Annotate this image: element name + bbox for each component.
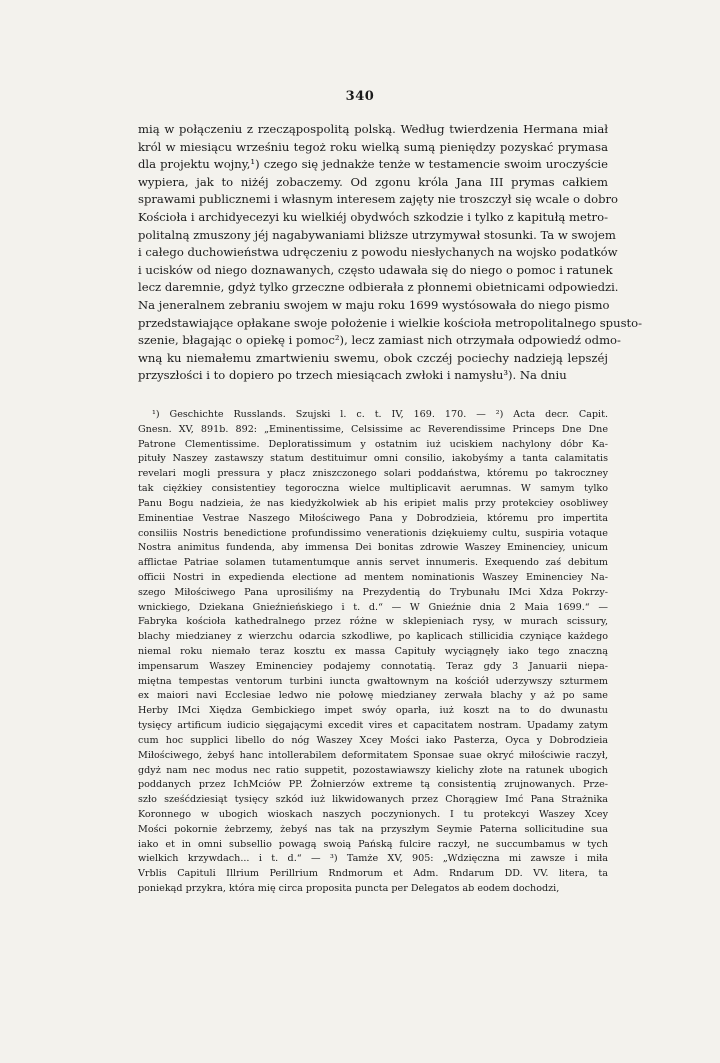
- footnote-line: consiliis Nostris benedictione profundissimo venerationis dziękuiemy cultu, suspiria votaque: [138, 527, 608, 539]
- footnote-line: Patrone Clementissime. Deploratissimum y ostatnim iuż uciskiem nachylony dóbr Ka-: [138, 438, 608, 450]
- text-line: wną ku niemałemu zmartwieniu swemu, obok czczéj pociechy nadzieją lepszéj: [138, 350, 608, 365]
- footnote-line: afflictae Patriae solamen tutamentumque annis servet innumeris. Exequendo zaś debitum: [138, 557, 608, 569]
- footnote-line: tak ciężkiey consistentiey tegoroczna wielce multiplicavit aerumnas. W samym tylko: [138, 483, 608, 495]
- footnote-line: revelari mogli pressura y płacz zniszczonego solari poddaństwa, któremu po takroczney: [138, 468, 608, 480]
- footnote-line: ¹) Geschichte Russlands. Szujski l. c. t. IV, 169. 170. — ²) Acta decr. Capit.: [152, 409, 608, 420]
- footnote-line: Koronnego w ubogich wioskach naszych poczynionych. I tu protekcyi Waszey Xcey: [138, 808, 608, 820]
- text-line: i ucisków od niego doznawanych, często udawała się do niego o pomoc i ratunek: [138, 262, 613, 277]
- footnote-line: impensarum Waszey Eminenciey podajemy connotatią. Teraz gdy 3 Januarii niepa-: [138, 660, 608, 672]
- footnote-line: wielkich krzywdach... i t. d.“ — ³) Tamże XV, 905: „Wdzięczna mi zawsze i miła: [138, 853, 608, 865]
- footnote-line: szego Miłościwego Pana uprosiliśmy na Prezydentią do Trybunału IMci Xdza Pokrzy-: [138, 586, 608, 598]
- text-line: Kościoła i archidyecezyi ku wielkiéj obydwóch szkodzie i tylko z kapitułą metro-: [138, 209, 608, 224]
- text-line: król w miesiącu wrześniu tegoż roku wielką sumą pieniędzy pozyskać prymasa: [138, 139, 608, 154]
- text-line: dla projektu wojny,¹) czego się jednakże tenże w testamencie swoim uroczyście: [138, 157, 608, 172]
- footnote-line: Panu Bogu nadzieia, że nas kiedyżkolwiek ab his eripiet malis przy protekciey osobliwey: [138, 497, 608, 509]
- text-line: przedstawiające opłakane swoje położenie i wielkie kościoła metropolitalnego spusto-: [138, 315, 643, 330]
- footnote-line: Nostra animitus fundenda, aby immensa Dei bonitas zdrowie Waszey Eminenciey, unicum: [138, 542, 608, 554]
- footnote-line: Eminentiae Vestrae Naszego Miłościwego Pana y Dobrodzieia, któremu pro impertita: [138, 512, 608, 524]
- footnote-line: wnickiego, Dziekana Gnieźnieńskiego i t. d.“ — W Gnieźnie dnia 2 Maia 1699.“ —: [138, 601, 608, 613]
- footnote-line: pituły Naszey zastawszy statum destituimur omni consilio, iakobyśmy a tanta calamitatis: [138, 453, 608, 465]
- footnote-line: Miłościwego, żebyś hanc intollerabilem deformitatem Sponsae suae okryć miłościwie raczył,: [138, 749, 608, 761]
- footnote-line: ex maiori navi Ecclesiae ledwo nie połowę miedzianey zerwała blachy y aż po same: [138, 690, 608, 702]
- text-line: sprawami publicznemi i własnym interesem zajęty nie troszczył się wcale o dobro: [138, 192, 619, 207]
- footnote-line: cum hoc supplici libello do nóg Waszey Xcey Mości iako Pasterza, Oyca y Dobrodzieia: [138, 734, 608, 746]
- footnote-line: officii Nostri in expedienda electione ad mentem nominationis Waszey Eminenciey Na-: [138, 571, 608, 583]
- footnote-line: gdyż nam nec modus nec ratio suppetit, pozostawiawszy kielichy złote na ratunek ubogich: [138, 764, 608, 776]
- page-number: 340: [345, 89, 375, 104]
- footnotes: [138, 408, 608, 897]
- text-line: Na jeneralnem zebraniu swojem w maju roku 1699 wystósowała do niego pismo: [138, 297, 610, 312]
- text-line: szenie, błagając o opiekę i pomoc²), lecz zamiast nich otrzymała odpowiedź odmo-: [138, 333, 621, 348]
- footnote-line: niemal roku niemało teraz kosztu ex massa Capituły wyciągnęły iako tego znaczną: [138, 646, 608, 657]
- text-line: i całego duchowieństwa udręczeniu z powodu niesłychanych na wojsko podatków: [138, 245, 618, 260]
- footnote-line: Vrblis Capituli Illrium Perillrium Rndmorum et Adm. Rndarum DD. VV. litera, ta: [138, 868, 608, 880]
- footnote-line: blachy miedzianey z wierzchu odarcia szkodliwe, po kaplicach stillicidia czyniące każdego: [138, 631, 608, 643]
- footnote-line: miętna tempestas ventorum turbini iuncta gwałtownym na kościół uderzywszy szturmem: [138, 675, 608, 687]
- text-line: wypiera, jak to niżéj zobaczemy. Od zgonu króla Jana III prymas całkiem: [138, 174, 608, 189]
- footnote-line: Herby IMci Xiędza Gembickiego impet swóy oparła, iuż koszt na to do dwunastu: [138, 705, 608, 717]
- text-line: mią w połączeniu z rzecząpospolitą polską. Według twierdzenia Hermana miał: [138, 122, 608, 136]
- footnote-line: iako et in omni subsellio powagą swoią Pańską fulcire raczył, ne succumbamus w tych: [138, 838, 608, 850]
- footnote-line: szło sześćdziesiąt tysięcy szkód iuż likwidowanych przez Chorągiew Imć Pana Strażnika: [138, 794, 608, 806]
- footnote-line: Mości pokornie żebrzemy, żebyś nas tak na przyszłym Seymie Paterna sollicitudine sua: [138, 823, 608, 835]
- footnote-line: Gnesn. XV, 891b. 892: „Eminentissime, Celsissime ac Reverendissime Princeps Dne Dne: [138, 423, 608, 435]
- main-text: [138, 121, 643, 385]
- footnote-line: poniekąd przykra, która mię circa proposita puncta per Delegatos ab eodem dochodzi,: [138, 883, 560, 894]
- text-line: politalną zmuszony jéj nagabywaniami bliższe utrzymywał stosunki. Ta w swojem: [138, 227, 616, 242]
- footnote-line: tysięcy artificum iudicio sięgającymi excedit vires et capacitatem nostram. Upadamy zatym: [138, 720, 608, 732]
- text-line: przyszłości i to dopiero po trzech miesiącach zwłoki i namysłu³). Na dniu: [138, 368, 567, 383]
- footnote-line: poddanych przez IchMciów PP. Żołnierzów extreme tą consistentią zrujnowanych. Prze-: [138, 779, 608, 791]
- text-line: lecz daremnie, gdyż tylko grzeczne odbierała z płonnemi obietnicami odpowiedzi.: [138, 280, 619, 295]
- footnote-line: Fabryka kościoła kathedralnego przez różne w sklepieniach rysy, w murach scissury,: [138, 616, 608, 628]
